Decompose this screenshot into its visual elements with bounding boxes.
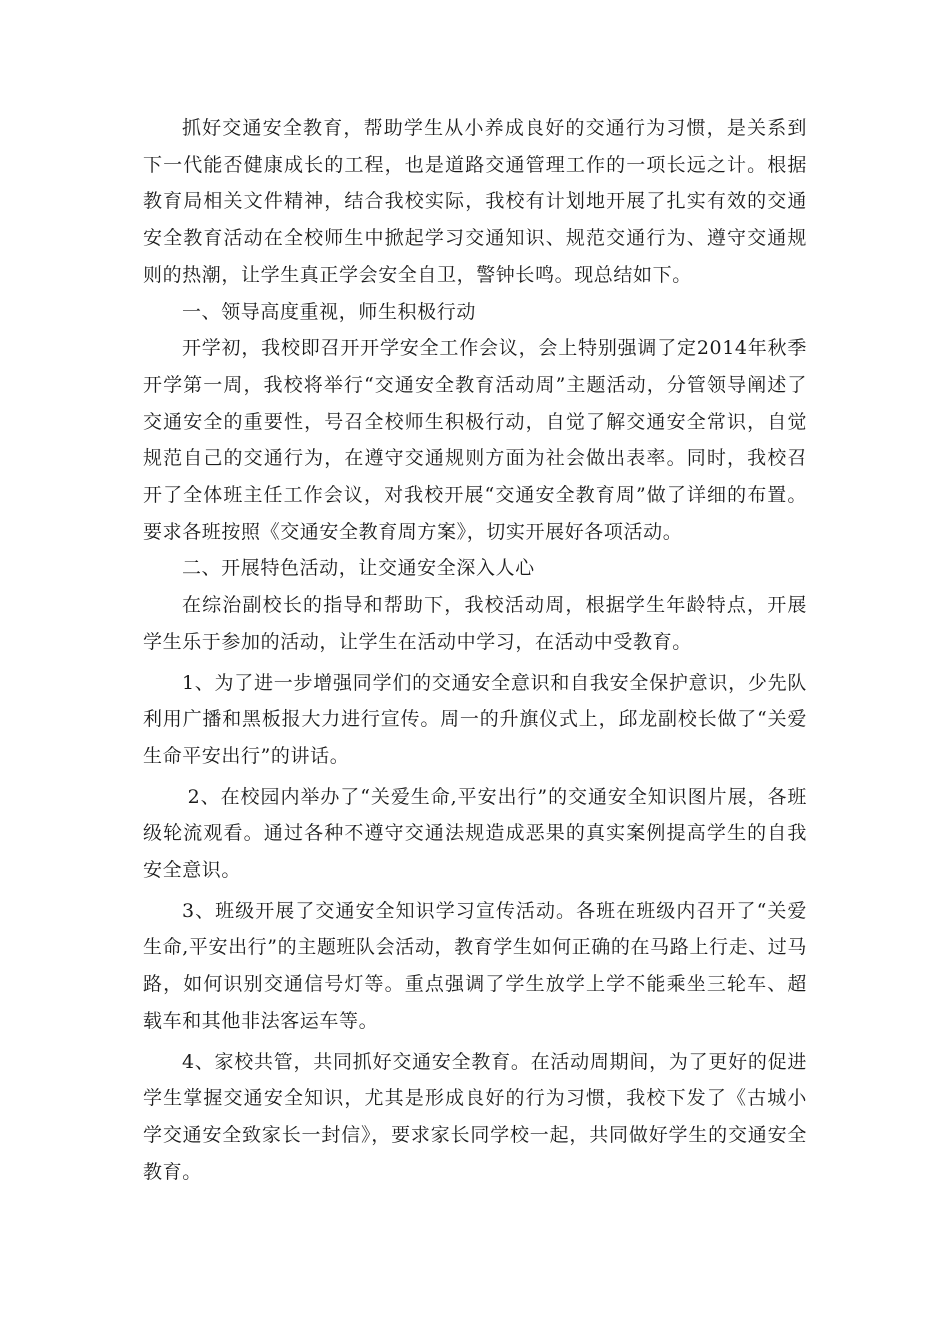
section-1-paragraph: 开学初，我校即召开开学安全工作会议，会上特别强调了定2014年秋季开学第一周，我校将举行“交通安全教育活动周”主题活动，分管领导阐述了交通安全的重要性，号召全校师生积极行动，自觉了解交通安全常识，自觉规范自己的交通行为，在遵守交通规则方面为社会做出表率。同时，我校召开了全体班主任工作会议，对我校开展“交通安全教育周”做了详细的布置。要求各班按照《交通安全教育周方案》，切实开展好各项活动。 [143, 337, 807, 543]
section-1-heading: 一、领导高度重视，师生积极行动 [181, 300, 476, 323]
list-item-4: 4、家校共管，共同抓好交通安全教育。在活动周期间，为了更好的促进学生掌握交通安全知识，尤其是形成良好的行为习惯，我校下发了《古城小学交通安全致家长一封信》，要求家长同学校一起，共同做好学生的交通安全教育。 [143, 1050, 807, 1183]
list-item-1: 1、为了进一步增强同学们的交通安全意识和自我安全保护意识，少先队利用广播和黑板报大力进行宣传。周一的升旗仪式上，邱龙副校长做了“关爱生命平安出行”的讲话。 [143, 671, 807, 767]
document-page [143, 110, 807, 1190]
section-2-heading: 二、开展特色活动，让交通安全深入人心 [181, 557, 535, 580]
list-item-2: 2、在校园内举办了“关爱生命,平安出行”的交通安全知识图片展，各班级轮流观看。通过各种不遵守交通法规造成恶果的真实案例提高学生的自我安全意识。 [143, 785, 807, 882]
list-item-3: 3、班级开展了交通安全知识学习宣传活动。各班在班级内召开了“关爱生命,平安出行”的主题班队会活动，教育学生如何正确的在马路上行走、过马路，如何识别交通信号灯等。重点强调了学生放学上学不能乘坐三轮车、超载车和其他非法客运车等。 [143, 899, 807, 1032]
section-2-paragraph: 在综治副校长的指导和帮助下，我校活动周，根据学生年龄特点，开展学生乐于参加的活动，让学生在活动中学习，在活动中受教育。 [143, 594, 807, 653]
intro-paragraph: 抓好交通安全教育，帮助学生从小养成良好的交通行为习惯，是关系到下一代能否健康成长的工程，也是道路交通管理工作的一项长远之计。根据教育局相关文件精神，结合我校实际，我校有计划地开展了扎实有效的交通安全教育活动在全校师生中掀起学习交通知识、规范交通行为、遵守交通规则的热潮，让学生真正学会安全自卫，警钟长鸣。现总结如下。 [143, 117, 807, 286]
